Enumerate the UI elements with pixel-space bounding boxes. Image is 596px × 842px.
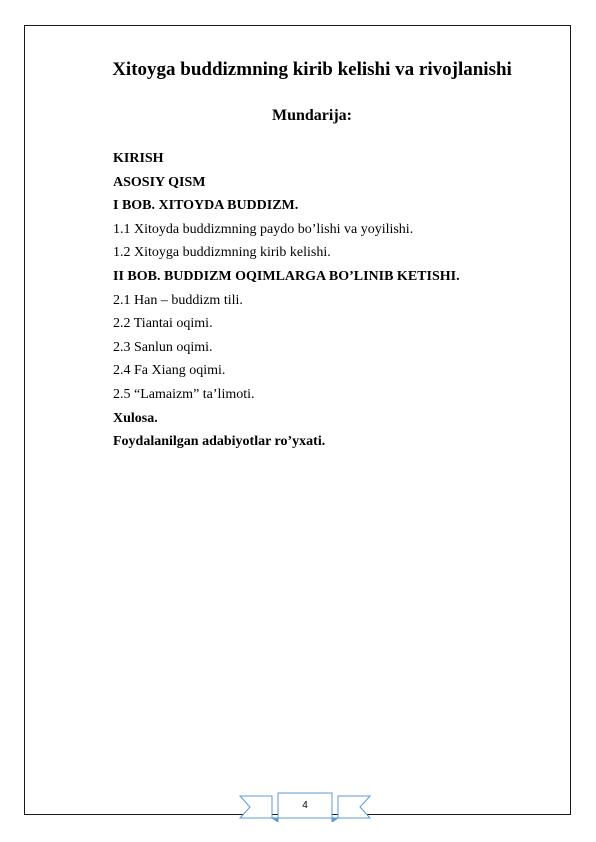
toc-entry[interactable]: 2.1 Han – buddizm tili.: [113, 292, 243, 308]
toc-entry[interactable]: 1.2 Xitoyga buddizmning kirib kelishi.: [113, 245, 331, 261]
table-of-contents: [113, 147, 460, 454]
page-number: 4: [302, 800, 308, 811]
ribbon-right-fold: [332, 818, 338, 822]
toc-entry[interactable]: KIRISH: [113, 151, 164, 166]
toc-entry[interactable]: 1.1 Xitoyda buddizmning paydo bo’lishi va yoyilishi.: [113, 221, 414, 237]
ribbon-left-fold: [272, 818, 278, 822]
page-footer: [238, 792, 372, 822]
toc-entry[interactable]: Foydalanilgan adabiyotlar ro’yxati.: [113, 434, 326, 450]
toc-entry[interactable]: 2.5 “Lamaizm” ta’limoti.: [113, 386, 255, 402]
toc-heading: Mundarija:: [272, 107, 352, 124]
toc-entry[interactable]: Xulosa.: [113, 410, 158, 426]
toc-entry[interactable]: II BOB. BUDDIZM OQIMLARGA BO’LINIB KETISHI.: [113, 268, 460, 284]
toc-entry[interactable]: ASOSIY QISM: [113, 174, 206, 190]
toc-entry[interactable]: 2.2 Tiantai oqimi.: [113, 316, 213, 332]
toc-entry[interactable]: 2.3 Sanlun oqimi.: [113, 339, 213, 355]
document-title: Xitoyga buddizmning kirib kelishi va rivojlanishi: [112, 59, 512, 80]
toc-entry[interactable]: I BOB. XITOYDA BUDDIZM.: [113, 198, 299, 214]
toc-entry[interactable]: 2.4 Fa Xiang oqimi.: [113, 363, 226, 379]
